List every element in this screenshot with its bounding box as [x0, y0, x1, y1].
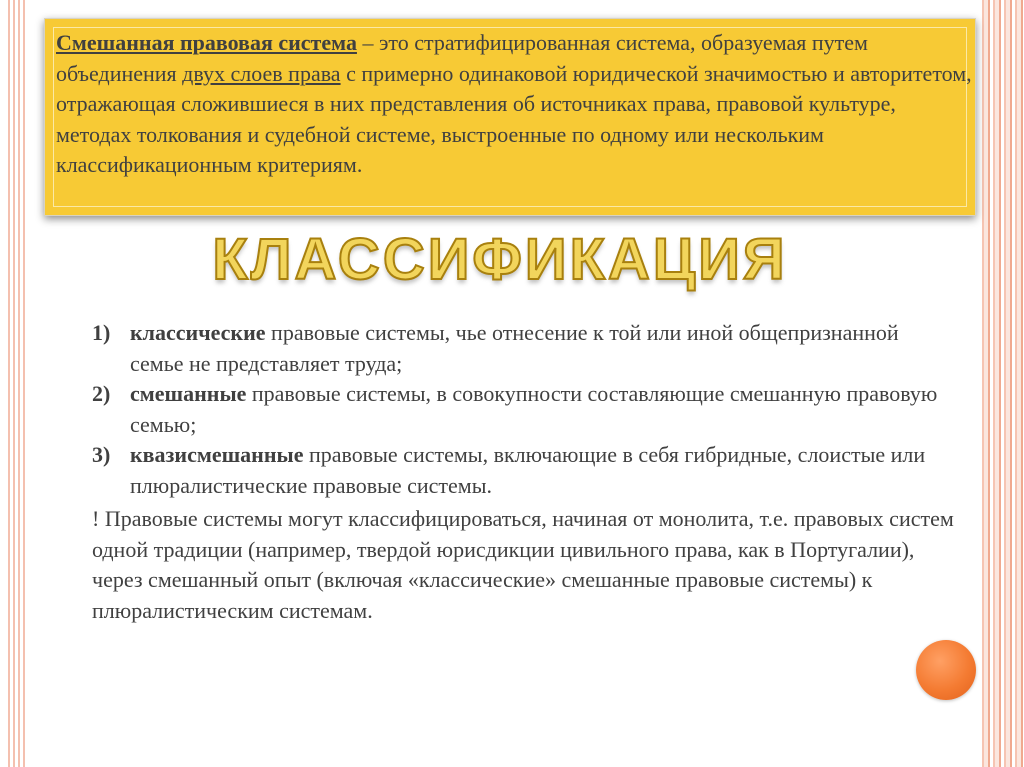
list-item-number: 2) — [92, 381, 111, 406]
classification-list — [92, 318, 952, 501]
left-stripe-border — [8, 0, 26, 767]
list-item — [92, 318, 952, 379]
list-item-keyword: классические — [130, 320, 266, 345]
list-item — [92, 440, 952, 501]
orange-circle-decoration — [916, 640, 976, 700]
classification-heading: КЛАССИФИКАЦИЯ — [212, 227, 788, 292]
list-item-keyword: квазисмешанные — [130, 442, 304, 467]
definition-underlined: двух слоев права — [182, 60, 341, 86]
list-item-text: правовые системы, включающие в себя гибридные, слоистые или плюралистические правовые системы. — [130, 442, 926, 498]
definition-part-1: – это стратифицированная система, образуемая путем объединения — [56, 30, 868, 86]
list-item — [92, 379, 952, 440]
right-stripe-border — [982, 0, 1024, 767]
list-item-text: правовые системы, чье отнесение к той или иной общепризнанной семье не представляет труда; — [130, 320, 899, 376]
definition-part-2: с примерно одинаковой юридической значимостью и авторитетом, отражающая сложившиеся в них представления об источниках права, правовой культуре, методах толкования и судебной системе, выстроенные по одному или нескольким классификационным критериям. — [56, 60, 972, 177]
list-item-number: 1) — [92, 320, 111, 345]
definition-text — [56, 28, 976, 181]
list-item-keyword: смешанные — [130, 381, 247, 406]
list-item-number: 3) — [92, 442, 111, 467]
note-paragraph: ! Правовые системы могут классифицироваться, начиная от монолита, т.е. правовых систем одной традиции (например, твердой юрисдикции цивильного права, как в Португалии), через смешанный опыт (включая «классические» смешанные правовые системы) к плюралистическим системам. — [92, 506, 954, 623]
definition-term: Смешанная правовая система — [56, 30, 357, 55]
list-item-text: правовые системы, в совокупности составляющие смешанную правовую семью; — [130, 381, 938, 437]
